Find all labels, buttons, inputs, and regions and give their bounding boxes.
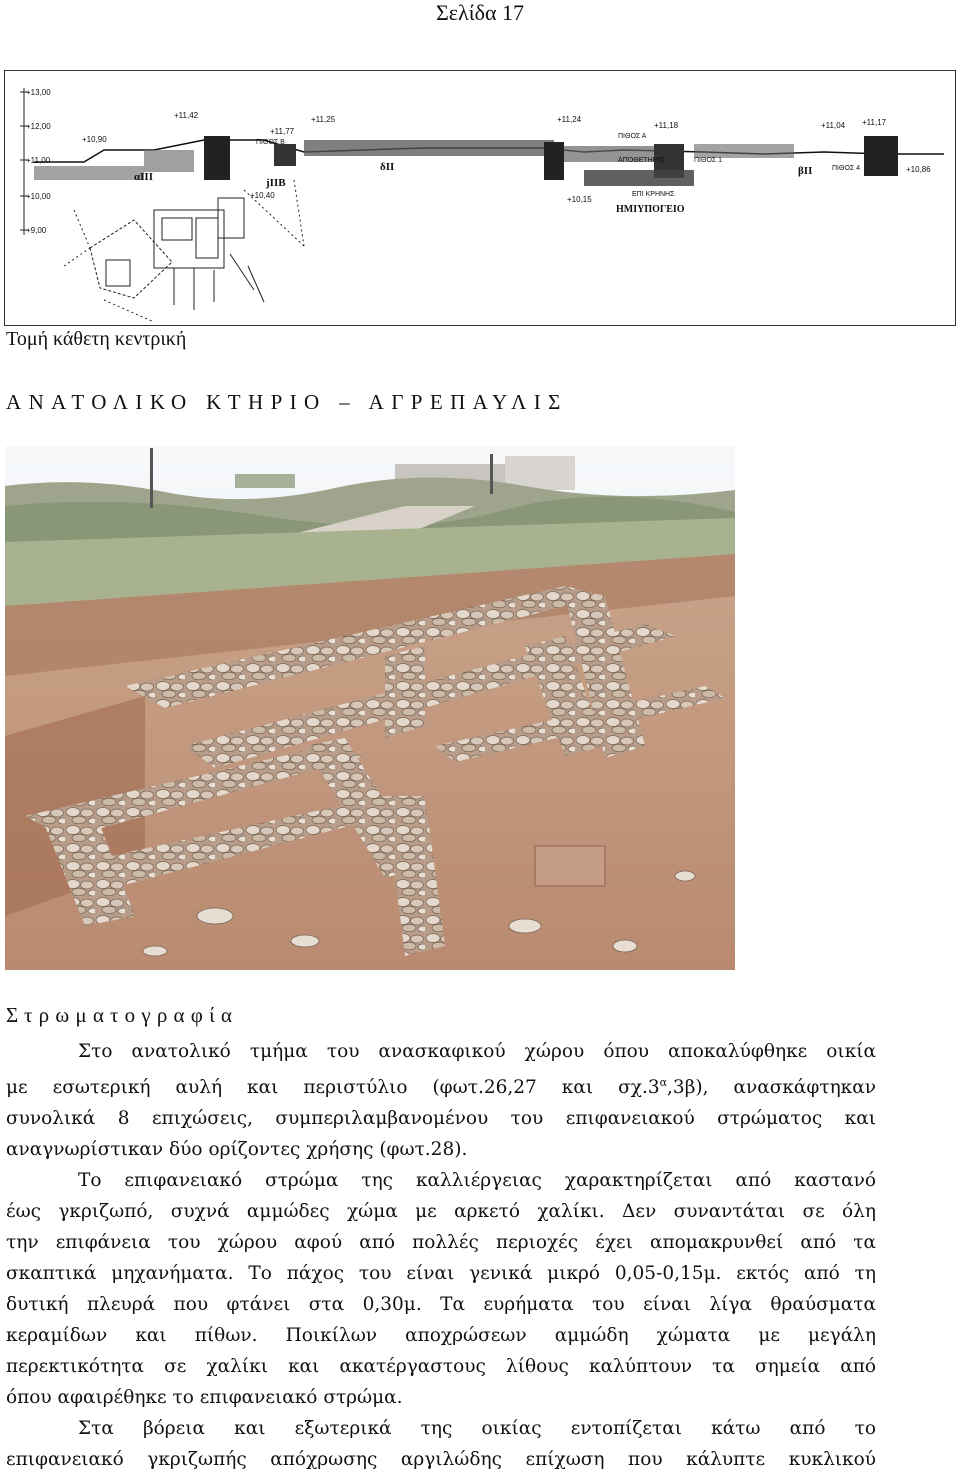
svg-text:+11,04: +11,04 [821,121,846,130]
svg-text:+11,17: +11,17 [862,118,887,127]
room-label: αIII [134,171,153,183]
paragraph: Το επιφανειακό στρώμα της καλλιέργειας χαρακτηρίζεται από καστανό έως γκριζωπό, συχνά αμμώδες χώμα με αρκετό χαλίκι. Δεν συναντάται σε όλη την επιφάνεια του χώρου αφού από πολλές περιοχές έχει απομακρυνθεί από τα σκαπτικά μηχανήματα. Το πάχος του είναι γενικά μικρό 0,05-0,15μ. εκτός από τη δυτική πλευρά που φτάνει στα 0,30μ. Τα ευρήματα του είναι λίγα θραύσματα κεραμίδων και πίθων. Ποικίλων αποχρώσεων αμμώδη χώματα με μεγάλη περεκτικότητα σε χαλίκι και ακατέργαστους λίθους καλύπτουν τα σημεία από όπου αφαιρέθηκε το επιφανειακό στρώμα. [6,1170,876,1409]
drawing-caption: Τομή κάθετη κεντρική [6,328,187,350]
elevation-label: +10,00 [26,192,51,201]
svg-text:+11,18: +11,18 [654,121,679,130]
svg-text:ΑΠΟΘΕΤΗΡΙΟ: ΑΠΟΘΕΤΗΡΙΟ [618,157,665,164]
wall-block [204,136,230,180]
svg-text:+11,42: +11,42 [174,111,199,120]
svg-text:ΠΙΘΟΣ Β: ΠΙΘΟΣ Β [256,139,285,146]
body-text [6,1036,876,1475]
svg-text:+10,86: +10,86 [906,165,931,174]
svg-text:+10,15: +10,15 [567,195,592,204]
svg-text:ΠΙΘΟΣ 1: ΠΙΘΟΣ 1 [694,157,723,164]
excavation-photo [5,446,735,970]
svg-text:ΠΙΘΟΣ 4: ΠΙΘΟΣ 4 [832,165,861,172]
svg-text:+11,77: +11,77 [270,127,295,136]
room-label: βII [798,165,813,177]
section-heading: Στρωματογραφία [6,1003,239,1027]
svg-text:ΠΙΘΟΣ Α: ΠΙΘΟΣ Α [618,133,647,140]
svg-text:+11,24: +11,24 [557,115,582,124]
room-label: δII [380,161,395,173]
page-header: Σελίδα 17 [435,0,525,25]
elevation-label: +13,00 [26,88,51,97]
svg-text:+11,25: +11,25 [311,115,336,124]
paragraph: Στο ανατολικό τμήμα του ανασκαφικού χώρου όπου αποκαλύφθηκε οικία με εσωτερική αυλή και περιστύλιο (φωτ.26,27 και $\sigma\chi.3^\alpha,3\beta$), ανασκάφτηκαν συνολικά 8 επιχώσεις, συμπεριλαμβανομένου του επιφανειακού στρώματος και αναγνωρίστικαν δύο ορίζοντες χρήσης (φωτ.28). [6,1041,876,1161]
svg-text:+10,40: +10,40 [250,191,275,200]
elevation-label: +9,00 [26,226,47,235]
room-label: jIIB [266,177,286,189]
elevation-label: +11,00 [26,156,51,165]
underground-label: ΗΜΙΥΠΟΓΕΙΟ [616,204,685,215]
section-drawing [4,70,956,326]
building-title: ΑΝΑΤΟΛΙΚΟ ΚΤΗΡΙΟ – ΑΓΡΕΠΑΥΛΙΣ [6,390,568,414]
svg-text:ΕΠΙ ΚΡΗΝΗΣ: ΕΠΙ ΚΡΗΝΗΣ [632,191,675,198]
paragraph: Στα βόρεια και εξωτερικά της οικίας εντοπίζεται κάτω από το επιφανειακό γκριζωπής απόχρωσης αργιλώδης επίχωση που κάλυπτε κυκλικού [6,1418,876,1471]
elevation-label: +12,00 [26,122,51,131]
svg-text:+10,90: +10,90 [82,135,107,144]
